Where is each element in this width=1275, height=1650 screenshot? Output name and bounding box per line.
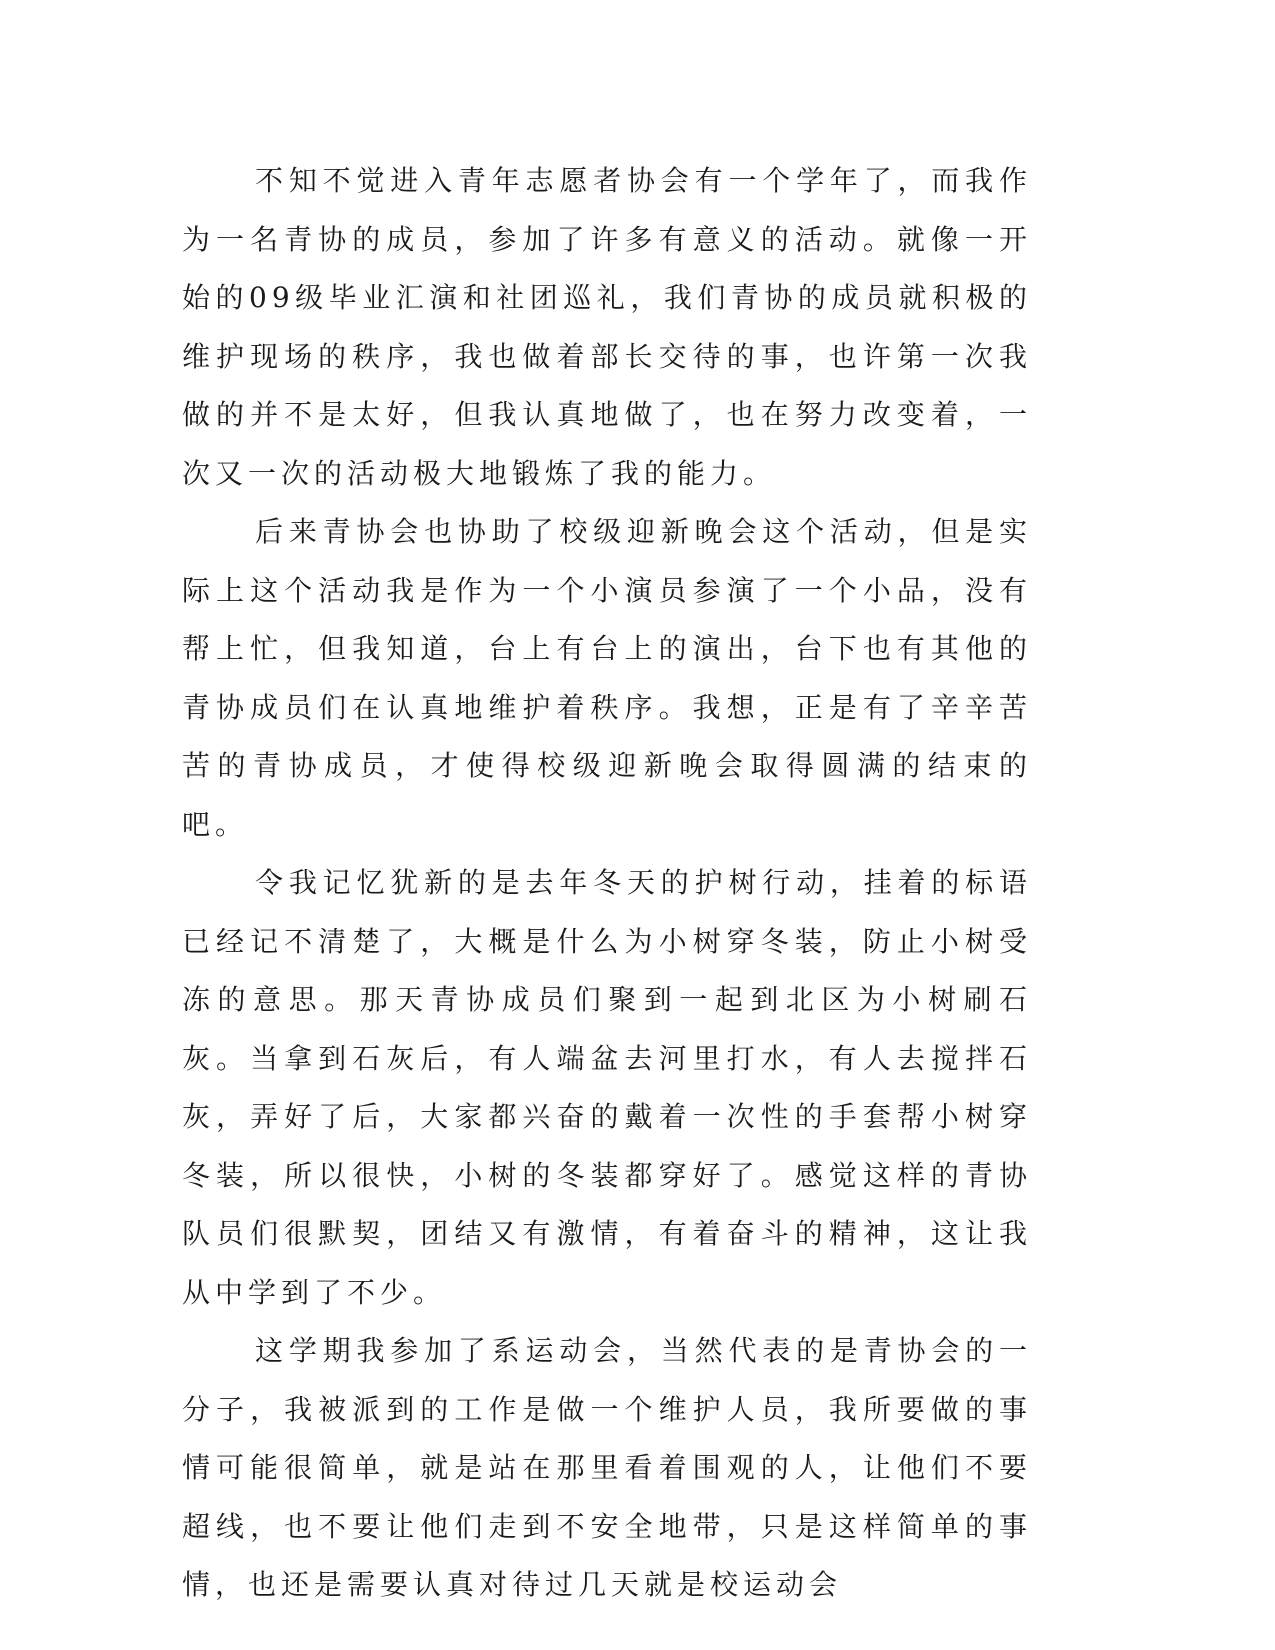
paragraph-4: 这学期我参加了系运动会，当然代表的是青协会的一分子，我被派到的工作是做一个维护人员，我所要做的事情可能很简单，就是站在那里看着围观的人，让他们不要超线，也不要让他们走到不安全地带，只是这样简单的事情，也还是需要认真对待过几天就是校运动会 xyxy=(182,1334,1032,1601)
paragraph-3: 令我记忆犹新的是去年冬天的护树行动，挂着的标语已经记不清楚了，大概是什么为小树穿冬装，防止小树受冻的意思。那天青协成员们聚到一起到北区为小树刷石灰。当拿到石灰后，有人端盆去河里打水，有人去搅拌石灰，弄好了后，大家都兴奋的戴着一次性的手套帮小树穿冬装，所以很快，小树的冬装都穿好了。感觉这样的青协队员们很默契，团结又有激情，有着奋斗的精神，这让我从中学到了不少。 xyxy=(182,866,1032,1309)
document-body xyxy=(182,152,1032,1615)
paragraph-1: 不知不觉进入青年志愿者协会有一个学年了，而我作为一名青协的成员，参加了许多有意义的活动。就像一开始的09级毕业汇演和社团巡礼，我们青协的成员就积极的维护现场的秩序，我也做着部长交待的事，也许第一次我做的并不是太好，但我认真地做了，也在努力改变着，一次又一次的活动极大地锻炼了我的能力。 xyxy=(182,164,1032,490)
paragraph-2: 后来青协会也协助了校级迎新晚会这个活动，但是实际上这个活动我是作为一个小演员参演了一个小品，没有帮上忙，但我知道，台上有台上的演出，台下也有其他的青协成员们在认真地维护着秩序。我想，正是有了辛辛苦苦的青协成员，才使得校级迎新晚会取得圆满的结束的吧。 xyxy=(182,515,1032,841)
